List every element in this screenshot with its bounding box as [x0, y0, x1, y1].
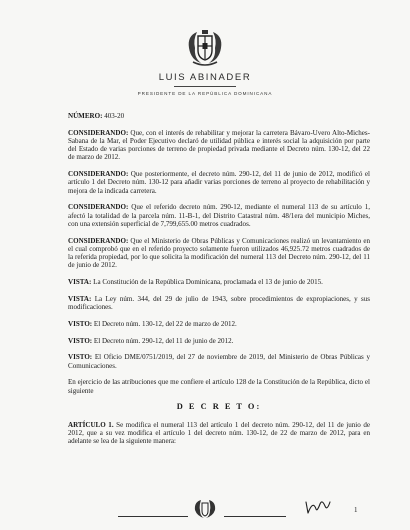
vista-1-text: La Constitución de la República Dominicana, proclamada el 13 de junio de 2015. — [93, 278, 323, 287]
page-number: 1 — [354, 506, 358, 514]
document-body — [68, 112, 370, 454]
considerando-4-text: Que el Ministerio de Obras Públicas y Comunicaciones realizó un levantamiento en el cual comprobó que en el referido proyecto solamente fueron utilizados 46,925.72 metros cuadrados de la referida propiedad, por lo que solicita la modificación del numeral 113 del Decreto núm. 290-12, del 11 de junio de 2012. — [68, 236, 370, 270]
considerando-1 — [68, 129, 370, 162]
ejercicio-paragraph: En ejercicio de las atribuciones que me confiere el artículo 128 de la Constitución de la República, dicto el siguiente — [68, 378, 370, 395]
vista-2-text: La Ley núm. 344, del 29 de julio de 1943, sobre procedimientos de expropiaciones, y sus modificaciones. — [68, 294, 371, 312]
coat-of-arms-icon — [183, 28, 227, 68]
handwritten-initials-icon — [303, 496, 333, 516]
visto-2-label: VISTO: — [68, 336, 93, 345]
considerando-3-label: CONSIDERANDO: — [68, 203, 129, 212]
visto-3 — [68, 353, 370, 369]
visto-1-label: VISTO: — [68, 319, 93, 328]
header-divider — [174, 86, 236, 87]
vista-1-label: VISTA: — [68, 278, 92, 287]
considerando-2-text: Que posteriormente, el decreto núm. 290-12, del 11 de junio de 2012, modificó el artículo 1 del Decreto núm. 130-12 para añadir varias porciones de terreno al proyecto de rehabilitación y mejora de la indicada carretera. — [68, 170, 370, 195]
numero-value: 403-20 — [104, 112, 125, 120]
seal-stamp-icon — [192, 498, 218, 520]
considerando-3-text: Que el referido decreto núm. 290-12, mediante el numeral 113 de su artículo 1, afectó la totalidad de la parcela núm. 11-B-1, del Distrito Catastral núm. 48/1era del municipio Miches, con una extensión superficial de 7,799,655.00 metros cuadrados. — [68, 203, 370, 228]
signature-line-right — [224, 516, 286, 517]
president-name: LUIS ABINADER — [158, 72, 252, 83]
considerando-3 — [68, 203, 370, 228]
numero-label: NÚMERO: — [68, 112, 103, 120]
considerando-2 — [68, 170, 370, 195]
decree-number — [68, 112, 370, 120]
visto-1 — [68, 320, 370, 328]
considerando-4-label: CONSIDERANDO: — [68, 236, 129, 245]
vista-2-label: VISTA: — [68, 294, 92, 303]
visto-1-text: El Decreto núm. 130-12, del 22 de marzo de 2012. — [93, 319, 237, 328]
visto-2 — [68, 337, 370, 345]
considerando-4 — [68, 237, 370, 270]
president-subtitle: PRESIDENTE DE LA REPÚBLICA DOMINICANA — [137, 91, 273, 96]
vista-1 — [68, 278, 370, 286]
articulo-1-text: Se modifica el numeral 113 del artículo 1 del decreto núm. 290-12, del 11 de junio de 2012, que a su vez modifica el artículo 1 del decreto núm. 130-12, de 22 de marzo de 2012, para en adelante se lea de la siguiente manera: — [68, 420, 371, 446]
visto-3-text: El Oficio DME/0751/2019, del 27 de noviembre de 2019, del Ministerio de Obras Públicas y Comunicaciones. — [68, 353, 370, 370]
articulo-1-label: ARTÍCULO 1. — [68, 420, 114, 429]
visto-2-text: El Decreto núm. 290-12, del 11 de junio de 2012. — [93, 336, 234, 345]
considerando-2-label: CONSIDERANDO: — [68, 170, 129, 179]
articulo-1 — [68, 421, 370, 446]
visto-3-label: VISTO: — [68, 353, 93, 362]
considerando-1-text: Que, con el interés de rehabilitar y mejorar la carretera Bávaro-Uvero Alto-Miches-Sabana de la Mar, el Poder Ejecutivo declaró de utilidad pública e interés social la adquisición por parte del Estado de varias porciones de terreno de propiedad privada mediante el Decreto núm. 130-12, del 22 de marzo de 2012. — [68, 128, 370, 162]
vista-2 — [68, 295, 370, 311]
considerando-1-label: CONSIDERANDO: — [68, 128, 129, 137]
decreto-heading: D E C R E T O: — [176, 402, 262, 412]
signature-line-left — [118, 516, 188, 517]
page-footer — [0, 490, 410, 530]
